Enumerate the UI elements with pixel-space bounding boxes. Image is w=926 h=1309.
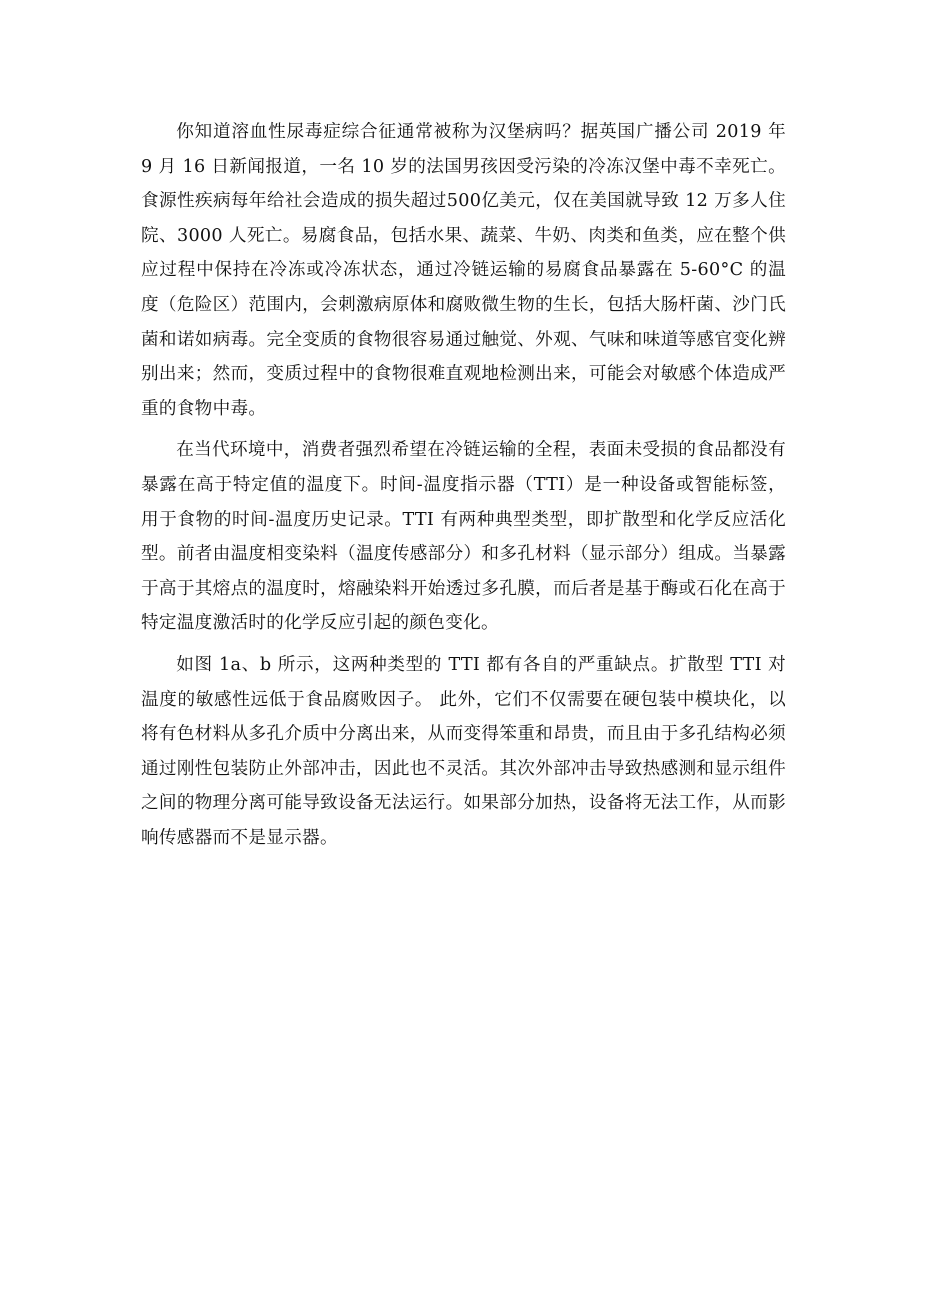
paragraph-1: 你知道溶血性尿毒症综合征通常被称为汉堡病吗？据英国广播公司 2019 年 9 月 16 日新闻报道，一名 10 岁的法国男孩因受污染的冷冻汉堡中毒不幸死亡。食源性疾病每年给社会造成的损失超过500亿美元，仅在美国就导致 12 万多人住院、3000 人死亡。易腐食品，包括水果、蔬菜、牛奶、肉类和鱼类，应在整个供应过程中保持在冷冻或冷冻状态，通过冷链运输的易腐食品暴露在 5-60°C 的温度（危险区）范围内，会刺激病原体和腐败微生物的生长，包括大肠杆菌、沙门氏菌和诺如病毒。完全变质的食物很容易通过触觉、外观、气味和味道等感官变化辨别出来；然而，变质过程中的食物很难直观地检测出来，可能会对敏感个体造成严重的食物中毒。	[141, 122, 786, 419]
document-body	[141, 115, 786, 862]
paragraph-2: 在当代环境中，消费者强烈希望在冷链运输的全程，表面未受损的食品都没有暴露在高于特定值的温度下。时间-温度指示器（TTI）是一种设备或智能标签，用于食物的时间-温度历史记录。TTI 有两种典型类型，即扩散型和化学反应活化型。前者由温度相变染料（温度传感部分）和多孔材料（显示部分）组成。当暴露于高于其熔点的温度时，熔融染料开始透过多孔膜，而后者是基于酶或石化在高于特定温度激活时的化学反应引起的颜色变化。	[141, 440, 786, 634]
paragraph-3: 如图 1a、b 所示，这两种类型的 TTI 都有各自的严重缺点。扩散型 TTI 对温度的敏感性远低于食品腐败因子。 此外，它们不仅需要在硬包装中模块化，以将有色材料从多孔介质中分离出来，从而变得笨重和昂贵，而且由于多孔结构必须通过刚性包装防止外部冲击，因此也不灵活。其次外部冲击导致热感测和显示组件之间的物理分离可能导致设备无法运行。如果部分加热，设备将无法工作，从而影响传感器而不是显示器。	[141, 654, 786, 848]
